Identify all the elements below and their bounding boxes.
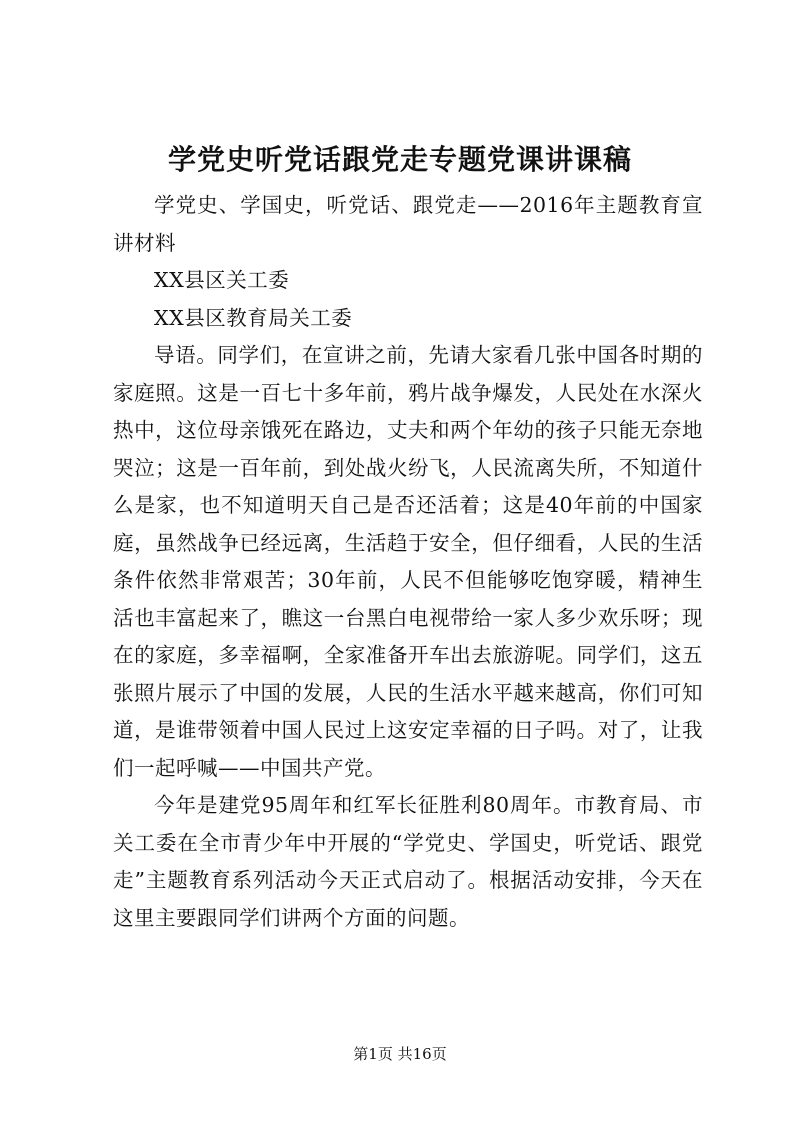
intro-paragraph: 导语。同学们，在宣讲之前，先请大家看几张中国各时期的家庭照。这是一百七十多年前，鸦片战争爆发，人民处在水深火热中，这位母亲饿死在路边，丈夫和两个年幼的孩子只能无奈地哭泣；这是一百年前，到处战火纷飞，人民流离失所，不知道什么是家，也不知道明天自己是否还活着；这是40年前的中国家庭，虽然战争已经远离，生活趋于安全，但仔细看，人民的生活条件依然非常艰苦；30年前，人民不但能够吃饱穿暖，精神生活也丰富起来了，瞧这一台黑白电视带给一家人多少欢乐呀；现在的家庭，多幸福啊，全家准备开车出去旅游呢。同学们，这五张照片展示了中国的发展，人民的生活水平越来越高，你们可知道，是谁带领着中国人民过上这安定幸福的日子吗。对了，让我们一起呼喊——中国共产党。 (113, 343, 703, 780)
page-number-footer: 第1页 共16页 (353, 1045, 447, 1063)
subtitle-paragraph: 学党史、学国史，听党话、跟党走——2016年主题教育宣讲材料 (113, 193, 703, 255)
body-paragraph: 今年是建党95周年和红军长征胜利80周年。市教育局、市关工委在全市青少年中开展的“学党史、学国史，听党话、跟党走”主题教育系列活动今天正式启动了。根据活动安排，今天在这里主要跟同学们讲两个方面的问题。 (113, 793, 703, 930)
author-line-1: XX县区关工委 (154, 268, 290, 292)
document-body (113, 187, 703, 937)
author-line-2: XX县区教育局关工委 (154, 305, 353, 330)
page-title: 学党史听党话跟党走专题党课讲课稿 (167, 143, 632, 176)
